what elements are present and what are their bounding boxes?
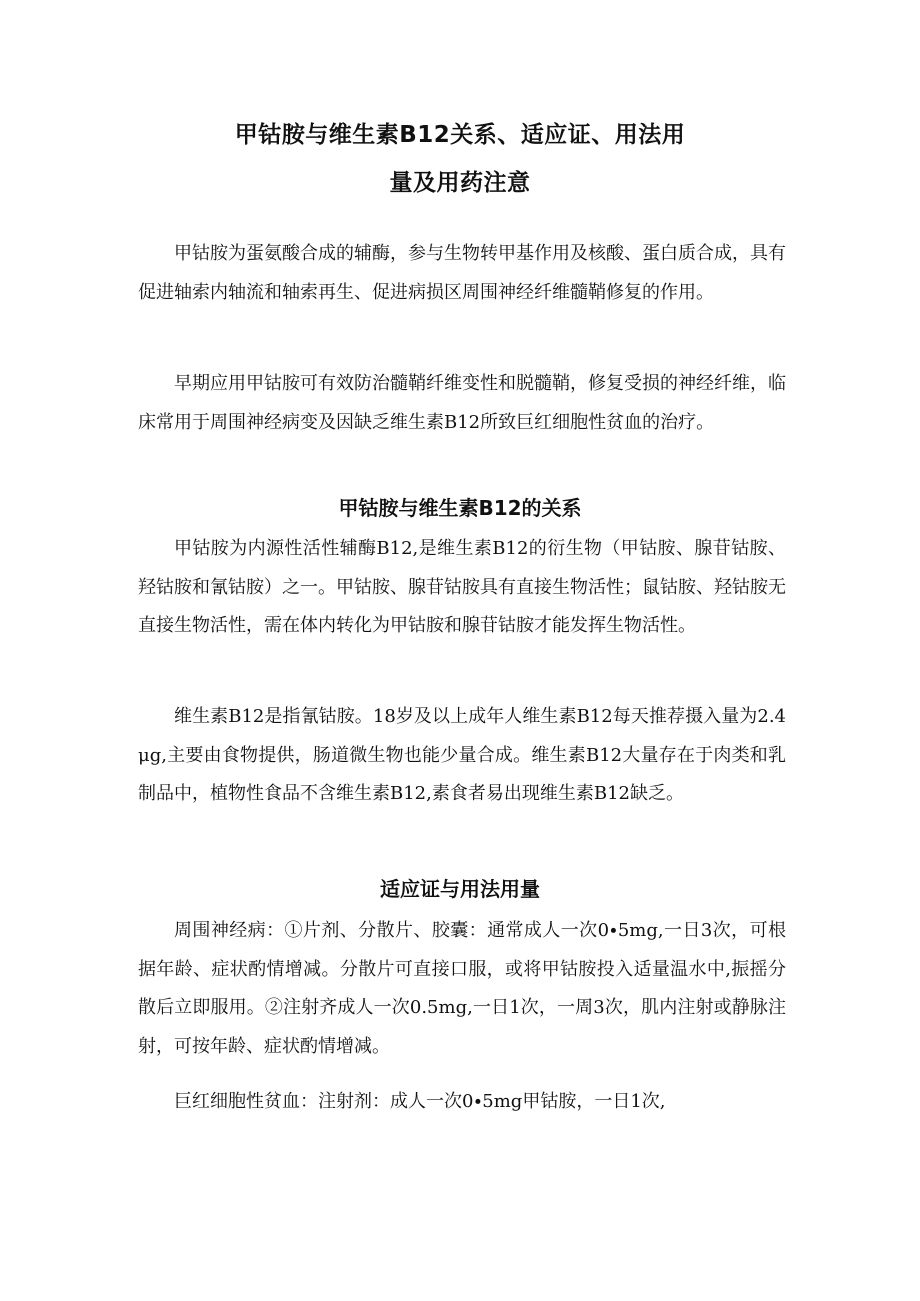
section-heading-indications: 适应证与用法用量 xyxy=(380,877,540,901)
section-heading-relationship: 甲钴胺与维生素B12的关系 xyxy=(338,496,582,520)
intro-paragraph-1: 甲钴胺为蛋氨酸合成的辅酶，参与生物转甲基作用及核酸、蛋白质合成，具有促进轴索内轴流和轴索再生、促进病损区周围神经纤维髓鞘修复的作用。 xyxy=(138,243,786,303)
relationship-paragraph-2: 维生素B12是指氰钴胺。18岁及以上成年人维生素B12每天推荐摄入量为2.4μg,主要由食物提供，肠道微生物也能少量合成。维生素B12大量存在于肉类和乳制品中，植物性食品不含维生素B12,素食者易出现维生素B12缺乏。 xyxy=(138,706,786,804)
title-line-1: 甲钴胺与维生素B12关系、适应证、用法用 xyxy=(234,122,686,148)
intro-paragraph-2: 早期应用甲钴胺可有效防治髓鞘纤维变性和脱髓鞘，修复受损的神经纤维，临床常用于周围神经病变及因缺乏维生素B12所致巨红细胞性贫血的治疗。 xyxy=(138,373,786,433)
indications-paragraph-1: 周围神经病：①片剂、分散片、胶囊：通常成人一次0∙5mg,一日3次，可根据年龄、症状酌情增减。分散片可直接口服，或将甲钴胺投入适量温水中,振摇分散后立即服用。②注射齐成人一次0.5mg,一日1次，一周3次，肌内注射或静脉注射，可按年龄、症状酌情增减。 xyxy=(138,920,786,1057)
indications-paragraph-2: 巨红细胞性贫血：注射剂：成人一次0∙5mg甲钴胺，一日1次, xyxy=(174,1091,666,1112)
document-title xyxy=(0,111,920,207)
relationship-paragraph-1: 甲钴胺为内源性活性辅酶B12,是维生素B12的衍生物（甲钴胺、腺苷钴胺、羟钴胺和氰钴胺）之一。甲钴胺、腺苷钴胺具有直接生物活性；鼠钴胺、羟钴胺无直接生物活性，需在体内转化为甲钴胺和腺苷钴胺才能发挥生物活性。 xyxy=(138,538,786,636)
title-line-2: 量及用药注意 xyxy=(389,170,531,196)
